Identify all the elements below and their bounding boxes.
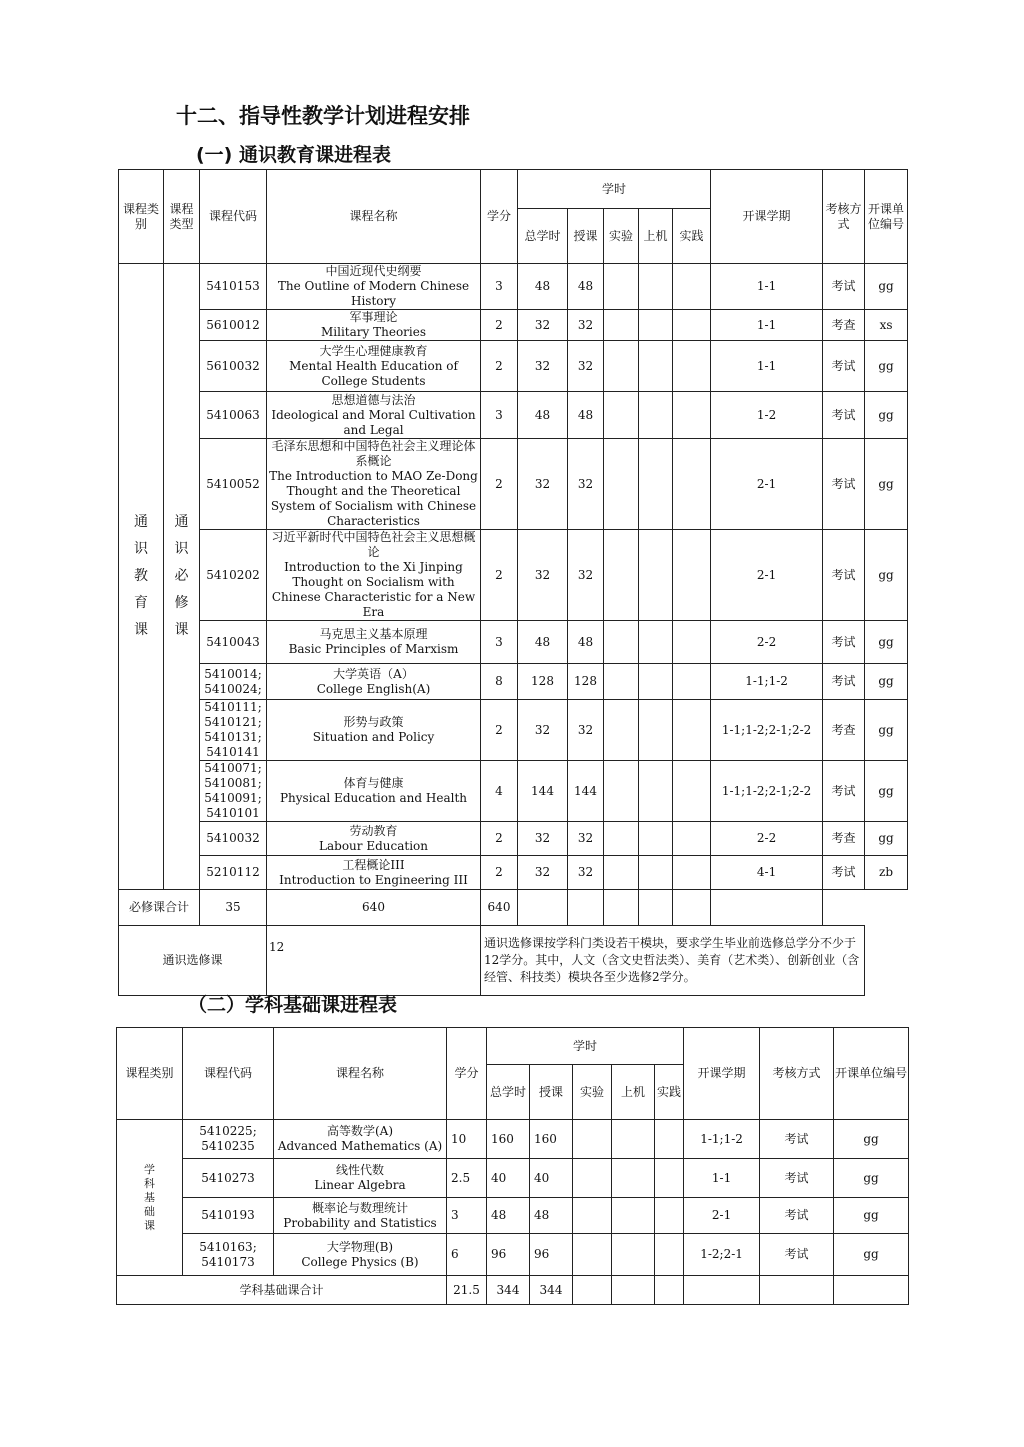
course-code: 5410193 [183,1198,274,1234]
course-total: 48 [518,392,568,439]
empty-cell [655,1198,684,1234]
required-total-row [119,890,908,926]
empty-cell [604,310,639,341]
course-name [267,664,481,700]
course-semester: 2-1 [711,439,823,530]
course-total: 32 [518,856,568,890]
t2-header-unit: 开课单位编号 [834,1028,909,1120]
course-name-en: College English(A) [316,681,431,696]
empty-cell [604,264,639,310]
course-lecture: 32 [568,341,604,392]
empty-cell [639,310,673,341]
course-exam: 考试 [760,1234,834,1276]
empty-cell [673,856,711,890]
course-total: 32 [518,310,568,341]
header-lab: 实验 [604,209,639,264]
t2-header-credit: 学分 [447,1028,487,1120]
course-total: 32 [518,439,568,530]
course-exam: 考试 [823,341,865,392]
required-total-credit: 35 [200,890,267,926]
course-unit: gg [865,264,908,310]
course-unit: gg [834,1198,909,1234]
empty-cell [573,1234,612,1276]
course-name [267,822,481,856]
course-name [267,700,481,761]
header-credit: 学分 [481,170,518,264]
course-credit: 8 [481,664,518,700]
header-code: 课程代码 [200,170,267,264]
section-title-general: (一) 通识教育课进程表 [196,144,391,166]
course-name [267,530,481,621]
course-exam: 考查 [823,700,865,761]
course-total: 48 [487,1198,530,1234]
course-exam: 考试 [823,439,865,530]
course-code: 5410014; 5410024; [200,664,267,700]
course-name [267,341,481,392]
course-name-cn: 线性代数 [335,1163,384,1177]
course-credit: 10 [447,1120,487,1159]
foundation-category-cell: 学 科 基 础 课 [117,1120,183,1276]
empty-cell [673,392,711,439]
empty-cell [673,822,711,856]
course-name-cn: 形势与政策 [343,715,404,729]
course-row [119,392,908,439]
t2-total-credit: 21.5 [447,1276,487,1305]
course-name-en: The Introduction to MAO Ze-Dong Thought and the Theoretical System of Socialism with Chinese Characteristics [269,469,478,528]
elective-label: 通识选修课 [119,926,267,996]
foundation-row [117,1234,909,1276]
course-name-cn: 大学物理(B) [326,1239,394,1254]
course-row [119,761,908,822]
empty-cell [604,530,639,621]
t2-header-hours: 学时 [487,1028,684,1065]
header-hours: 学时 [518,170,711,209]
t2-total-row [117,1276,909,1305]
course-name [267,439,481,530]
course-unit: gg [865,621,908,664]
empty-cell [612,1234,655,1276]
course-name [274,1120,447,1159]
type-cell: 通 识 必 修 课 [164,264,200,890]
course-total: 160 [487,1120,530,1159]
empty-cell [604,439,639,530]
section-title-foundation: （二）学科基础课进程表 [188,994,398,1016]
course-credit: 6 [447,1234,487,1276]
course-name-en: Probability and Statistics [283,1215,437,1230]
course-name-cn: 马克思主义基本原理 [319,627,428,641]
course-unit: gg [834,1159,909,1198]
course-lecture: 48 [530,1198,573,1234]
empty-cell [655,1120,684,1159]
course-exam: 考试 [823,264,865,310]
course-code: 5410111; 5410121; 5410131; 5410141 [200,700,267,761]
header-total: 总学时 [518,209,568,264]
course-code: 5410153 [200,264,267,310]
header-semester: 开课学期 [711,170,823,264]
course-code: 5610032 [200,341,267,392]
course-exam: 考试 [823,761,865,822]
header-name: 课程名称 [267,170,481,264]
elective-note: 通识选修课按学科门类设若干模块，要求学生毕业前选修总学分不少于12学分。其中，人文（含文史哲法类）、美育（艺术类）、创新创业（含经管、科技类）模块各至少选修2学分。 [481,926,865,996]
course-total: 32 [518,341,568,392]
course-unit: gg [865,341,908,392]
empty-cell [639,341,673,392]
course-name-en: Labour Education [319,838,428,853]
course-exam: 考查 [823,822,865,856]
course-exam: 考试 [823,530,865,621]
course-exam: 考试 [823,392,865,439]
course-name [267,856,481,890]
course-name-en: Linear Algebra [314,1178,406,1192]
t2-header-category: 课程类别 [117,1028,183,1120]
t2-header-lab: 实验 [573,1065,612,1120]
header-category: 课程类别 [119,170,164,264]
empty-cell [639,700,673,761]
course-semester: 1-1 [711,310,823,341]
course-name-en: Ideological and Moral Cultivation and Legal [271,407,476,437]
header-practice: 实践 [673,209,711,264]
course-unit: xs [865,310,908,341]
empty-cell [604,822,639,856]
t2-header-total: 总学时 [487,1065,530,1120]
t2-header-exam: 考核方式 [760,1028,834,1120]
empty-cell [639,439,673,530]
course-code: 5210112 [200,856,267,890]
course-row [119,822,908,856]
course-total: 32 [518,822,568,856]
course-semester: 2-2 [711,621,823,664]
course-lecture: 96 [530,1234,573,1276]
course-row [119,700,908,761]
course-credit: 2 [481,530,518,621]
course-exam: 考试 [823,621,865,664]
course-name-cn: 思想道德与法治 [331,392,416,407]
course-semester: 1-1;1-2 [711,664,823,700]
empty-cell [573,1120,612,1159]
course-unit: gg [865,700,908,761]
empty-cell [604,761,639,822]
empty-cell [604,341,639,392]
empty-cell [673,621,711,664]
course-name-cn: 军事理论 [349,310,398,324]
empty-cell [612,1120,655,1159]
course-exam: 考试 [760,1159,834,1198]
empty-cell [655,1234,684,1276]
course-total: 48 [518,621,568,664]
empty-cell [604,856,639,890]
t2-total-lecture: 344 [530,1276,573,1305]
course-semester: 1-1;1-2;2-1;2-2 [711,761,823,822]
course-name-en: Situation and Policy [312,730,435,744]
course-credit: 2 [481,700,518,761]
course-name-en: Introduction to Engineering III [279,872,468,887]
course-name-en: Military Theories [321,325,426,339]
course-name-cn: 体育与健康 [343,776,404,790]
course-exam: 考试 [760,1198,834,1234]
course-credit: 2 [481,310,518,341]
course-code: 5410052 [200,439,267,530]
course-total: 96 [487,1234,530,1276]
empty-cell [673,700,711,761]
t2-header-code: 课程代码 [183,1028,274,1120]
course-name-cn: 大学生心理健康教育 [319,343,428,358]
empty-cell [612,1198,655,1234]
course-code: 5410032 [200,822,267,856]
course-credit: 3 [481,621,518,664]
empty-cell [673,264,711,310]
course-semester: 4-1 [711,856,823,890]
course-name [267,310,481,341]
course-name [274,1234,447,1276]
course-name-en: Basic Principles of Marxism [288,642,459,656]
empty-cell [639,392,673,439]
course-credit: 2 [481,856,518,890]
course-name [274,1198,447,1234]
foundation-course-table [116,1027,909,1305]
course-credit: 2 [481,439,518,530]
course-name [267,392,481,439]
course-credit: 3 [481,392,518,439]
course-unit: gg [865,664,908,700]
course-name-cn: 劳动教育 [349,823,398,838]
course-semester: 1-1;1-2 [684,1120,760,1159]
course-lecture: 160 [530,1120,573,1159]
t2-header-semester: 开课学期 [684,1028,760,1120]
header-unit: 开课单位编号 [865,170,908,264]
course-name-cn: 高等数学(A) [326,1124,394,1138]
t2-header-practice: 实践 [655,1065,684,1120]
empty-cell [573,1198,612,1234]
empty-cell [604,621,639,664]
header-lecture: 授课 [568,209,604,264]
course-code: 5410071; 5410081; 5410091; 5410101 [200,761,267,822]
course-name-cn: 概率论与数理统计 [311,1200,408,1215]
course-code: 5410063 [200,392,267,439]
course-total: 48 [518,264,568,310]
course-lecture: 32 [568,856,604,890]
course-semester: 2-1 [711,530,823,621]
course-unit: gg [834,1234,909,1276]
course-credit: 2.5 [447,1159,487,1198]
course-name-cn: 习近平新时代中国特色社会主义思想概论 [271,530,476,559]
course-semester: 1-2 [711,392,823,439]
course-row [119,264,908,310]
empty-cell [673,341,711,392]
course-name [267,761,481,822]
course-name-en: Physical Education and Health [279,791,468,805]
course-lecture: 32 [568,822,604,856]
empty-cell [639,621,673,664]
course-name-en: Mental Health Education of College Students [289,358,458,388]
course-code: 5610012 [200,310,267,341]
course-exam: 考试 [823,856,865,890]
course-exam: 考试 [760,1120,834,1159]
course-code: 5410202 [200,530,267,621]
course-semester: 1-1 [711,341,823,392]
course-unit: gg [865,439,908,530]
course-lecture: 48 [568,621,604,664]
course-name-cn: 大学英语（A） [333,666,414,681]
empty-cell [639,856,673,890]
course-lecture: 32 [568,530,604,621]
t2-total-label: 学科基础课合计 [117,1276,447,1305]
foundation-row [117,1198,909,1234]
course-name-en: Advanced Mathematics (A) [277,1139,443,1153]
empty-cell [612,1159,655,1198]
header-computer: 上机 [639,209,673,264]
course-name-en: College Physics (B) [301,1254,419,1269]
course-row [119,856,908,890]
course-code: 5410273 [183,1159,274,1198]
course-lecture: 48 [568,392,604,439]
course-name-cn: 毛泽东思想和中国特色社会主义理论体系概论 [271,439,476,468]
empty-cell [639,822,673,856]
empty-cell [673,664,711,700]
course-code: 5410163; 5410173 [183,1234,274,1276]
course-row [119,439,908,530]
course-semester: 1-1 [711,264,823,310]
empty-cell [673,439,711,530]
course-lecture: 144 [568,761,604,822]
course-exam: 考查 [823,310,865,341]
required-total-lecture: 640 [481,890,518,926]
course-total: 144 [518,761,568,822]
course-credit: 3 [481,264,518,310]
course-row [119,310,908,341]
course-name [267,264,481,310]
course-credit: 4 [481,761,518,822]
required-total-label: 必修课合计 [119,890,200,926]
t2-header-name: 课程名称 [274,1028,447,1120]
course-row [119,530,908,621]
course-total: 128 [518,664,568,700]
category-cell: 通 识 教 育 课 [119,264,164,890]
empty-cell [573,1159,612,1198]
course-unit: gg [834,1120,909,1159]
foundation-row [117,1120,909,1159]
course-lecture: 32 [568,310,604,341]
course-semester: 1-1;1-2;2-1;2-2 [711,700,823,761]
course-lecture: 48 [568,264,604,310]
empty-cell [639,264,673,310]
course-row [119,664,908,700]
course-lecture: 128 [568,664,604,700]
t2-header-computer: 上机 [612,1065,655,1120]
course-unit: gg [865,530,908,621]
foundation-row [117,1159,909,1198]
course-total: 40 [487,1159,530,1198]
course-row [119,621,908,664]
course-unit: gg [865,822,908,856]
course-name [267,621,481,664]
course-total: 32 [518,700,568,761]
course-exam: 考试 [823,664,865,700]
header-type: 课程类型 [164,170,200,264]
course-code: 5410043 [200,621,267,664]
empty-cell [639,761,673,822]
t2-total-hours: 344 [487,1276,530,1305]
empty-cell [639,664,673,700]
course-semester: 1-2;2-1 [684,1234,760,1276]
elective-credit: 12 [267,926,481,996]
general-education-table [118,169,908,996]
course-name-en: Introduction to the Xi Jinping Thought on Socialism with Chinese Characteristic for a New Era [271,560,476,619]
course-lecture: 32 [568,439,604,530]
empty-cell [604,700,639,761]
course-code: 5410225; 5410235 [183,1120,274,1159]
course-unit: gg [865,761,908,822]
course-total: 32 [518,530,568,621]
required-total-hours: 640 [267,890,481,926]
empty-cell [639,530,673,621]
empty-cell [655,1159,684,1198]
course-unit: gg [865,392,908,439]
empty-cell [673,530,711,621]
elective-row [119,926,908,996]
empty-cell [604,664,639,700]
course-name-cn: 中国近现代史纲要 [325,264,422,278]
page-heading: 十二、指导性教学计划进程安排 [176,104,470,128]
empty-cell [673,310,711,341]
course-semester: 2-2 [711,822,823,856]
course-name-cn: 工程概论III [342,857,405,872]
course-semester: 1-1 [684,1159,760,1198]
course-credit: 2 [481,822,518,856]
course-credit: 3 [447,1198,487,1234]
empty-cell [604,392,639,439]
course-unit: zb [865,856,908,890]
header-exam: 考核方式 [823,170,865,264]
course-credit: 2 [481,341,518,392]
empty-cell [673,761,711,822]
course-semester: 2-1 [684,1198,760,1234]
course-lecture: 32 [568,700,604,761]
course-name [274,1159,447,1198]
course-row [119,341,908,392]
t2-header-lecture: 授课 [530,1065,573,1120]
course-lecture: 40 [530,1159,573,1198]
course-name-en: The Outline of Modern Chinese History [277,279,470,308]
